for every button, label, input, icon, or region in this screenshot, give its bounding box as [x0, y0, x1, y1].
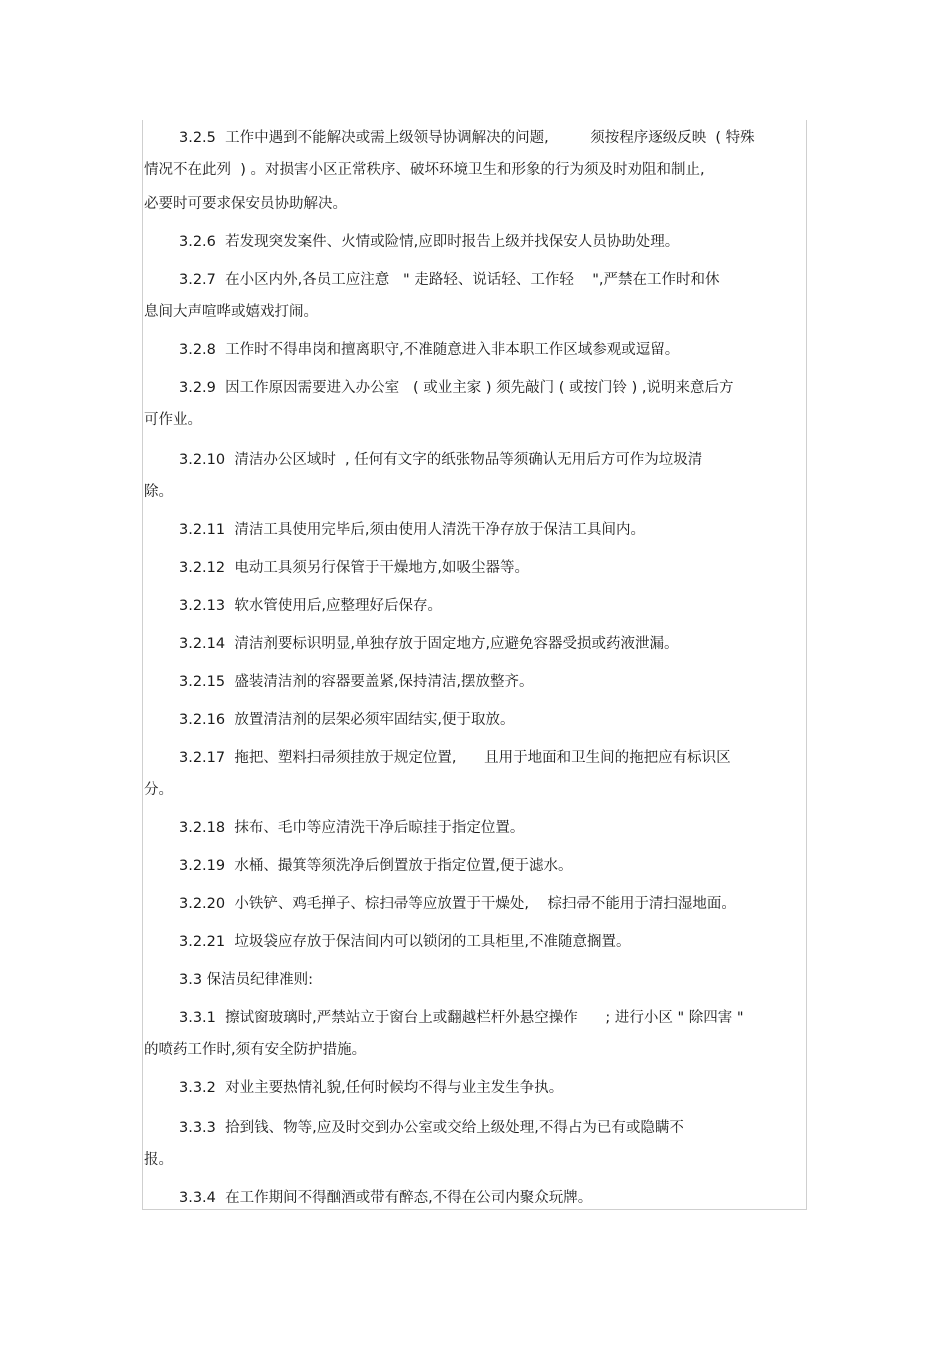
- text-line-3-2-7-cont: 息间大声喧哗或嬉戏打闹。: [144, 304, 318, 320]
- text-line-3-2-10: 3.2.10 清洁办公区域时 , 任何有文字的纸张物品等须确认无用后方可作为垃圾清: [179, 452, 703, 468]
- text-line-3-2-5-cont-1: 情况不在此列 ) 。对损害小区正常秩序、破坏环境卫生和形象的行为须及时劝阻和制止,: [144, 162, 705, 178]
- text-line-3-3-1-cont: 的喷药工作时,须有安全防护措施。: [144, 1042, 367, 1058]
- text-line-3-2-18: 3.2.18 抹布、毛巾等应清洗干净后晾挂于指定位置。: [179, 820, 525, 836]
- text-line-3-2-9-cont: 可作业。: [144, 412, 202, 428]
- text-line-3-2-19: 3.2.19 水桶、撮箕等须洗净后倒置放于指定位置,便于滤水。: [179, 858, 573, 874]
- text-line-3-2-8: 3.2.8 工作时不得串岗和擅离职守,不准随意进入非本职工作区域参观或逗留。: [179, 342, 680, 358]
- text-line-3-3-3-cont: 报。: [144, 1152, 173, 1168]
- text-line-3-2-9: 3.2.9 因工作原因需要进入办公室 ( 或业主家 ) 须先敲门 ( 或按门铃 ) ,说明来意后方: [179, 380, 734, 396]
- text-line-3-3-4: 3.3.4 在工作期间不得酗酒或带有醉态,不得在公司内聚众玩牌。: [179, 1190, 593, 1206]
- text-line-3-2-20: 3.2.20 小铁铲、鸡毛掸子、棕扫帚等应放置于干燥处, 棕扫帚不能用于清扫湿地面。: [179, 896, 736, 912]
- text-line-3-2-17: 3.2.17 拖把、塑料扫帚须挂放于规定位置, 且用于地面和卫生间的拖把应有标识区: [179, 750, 731, 766]
- text-line-3-3-1: 3.3.1 擦试窗玻璃时,严禁站立于窗台上或翻越栏杆外悬空操作 ; 进行小区 " 除四害 ": [179, 1010, 744, 1026]
- section-heading-3-3: 3.3 保洁员纪律准则:: [179, 972, 314, 988]
- text-line-3-3-3: 3.3.3 拾到钱、物等,应及时交到办公室或交给上级处理,不得占为已有或隐瞒不: [179, 1120, 684, 1136]
- text-line-3-2-10-cont: 除。: [144, 484, 173, 500]
- text-line-3-2-7: 3.2.7 在小区内外,各员工应注意 " 走路轻、说话轻、工作轻 ",严禁在工作时和休: [179, 272, 720, 288]
- text-line-3-3-2: 3.3.2 对业主要热情礼貌,任何时候均不得与业主发生争执。: [179, 1080, 564, 1096]
- text-line-3-2-16: 3.2.16 放置清洁剂的层架必须牢固结实,便于取放。: [179, 712, 515, 728]
- text-line-3-2-17-cont: 分。: [144, 782, 173, 798]
- text-line-3-2-11: 3.2.11 清洁工具使用完毕后,须由使用人清洗干净存放于保洁工具间内。: [179, 522, 645, 538]
- text-line-3-2-21: 3.2.21 垃圾袋应存放于保洁间内可以锁闭的工具柜里,不准随意搁置。: [179, 934, 631, 950]
- text-line-3-2-5-cont-2: 必要时可要求保安员协助解决。: [144, 196, 347, 212]
- text-line-3-2-13: 3.2.13 软水管使用后,应整理好后保存。: [179, 598, 442, 614]
- text-line-3-2-15: 3.2.15 盛装清洁剂的容器要盖紧,保持清洁,摆放整齐。: [179, 674, 534, 690]
- text-line-3-2-12: 3.2.12 电动工具须另行保管于干燥地方,如吸尘器等。: [179, 560, 529, 576]
- text-line-3-2-6: 3.2.6 若发现突发案件、火情或险情,应即时报告上级并找保安人员协助处理。: [179, 234, 680, 250]
- text-line-3-2-14: 3.2.14 清洁剂要标识明显,单独存放于固定地方,应避免容器受损或药液泄漏。: [179, 636, 679, 652]
- text-line-3-2-5: 3.2.5 工作中遇到不能解决或需上级领导协调解决的问题, 须按程序逐级反映 ( 特殊: [179, 130, 755, 146]
